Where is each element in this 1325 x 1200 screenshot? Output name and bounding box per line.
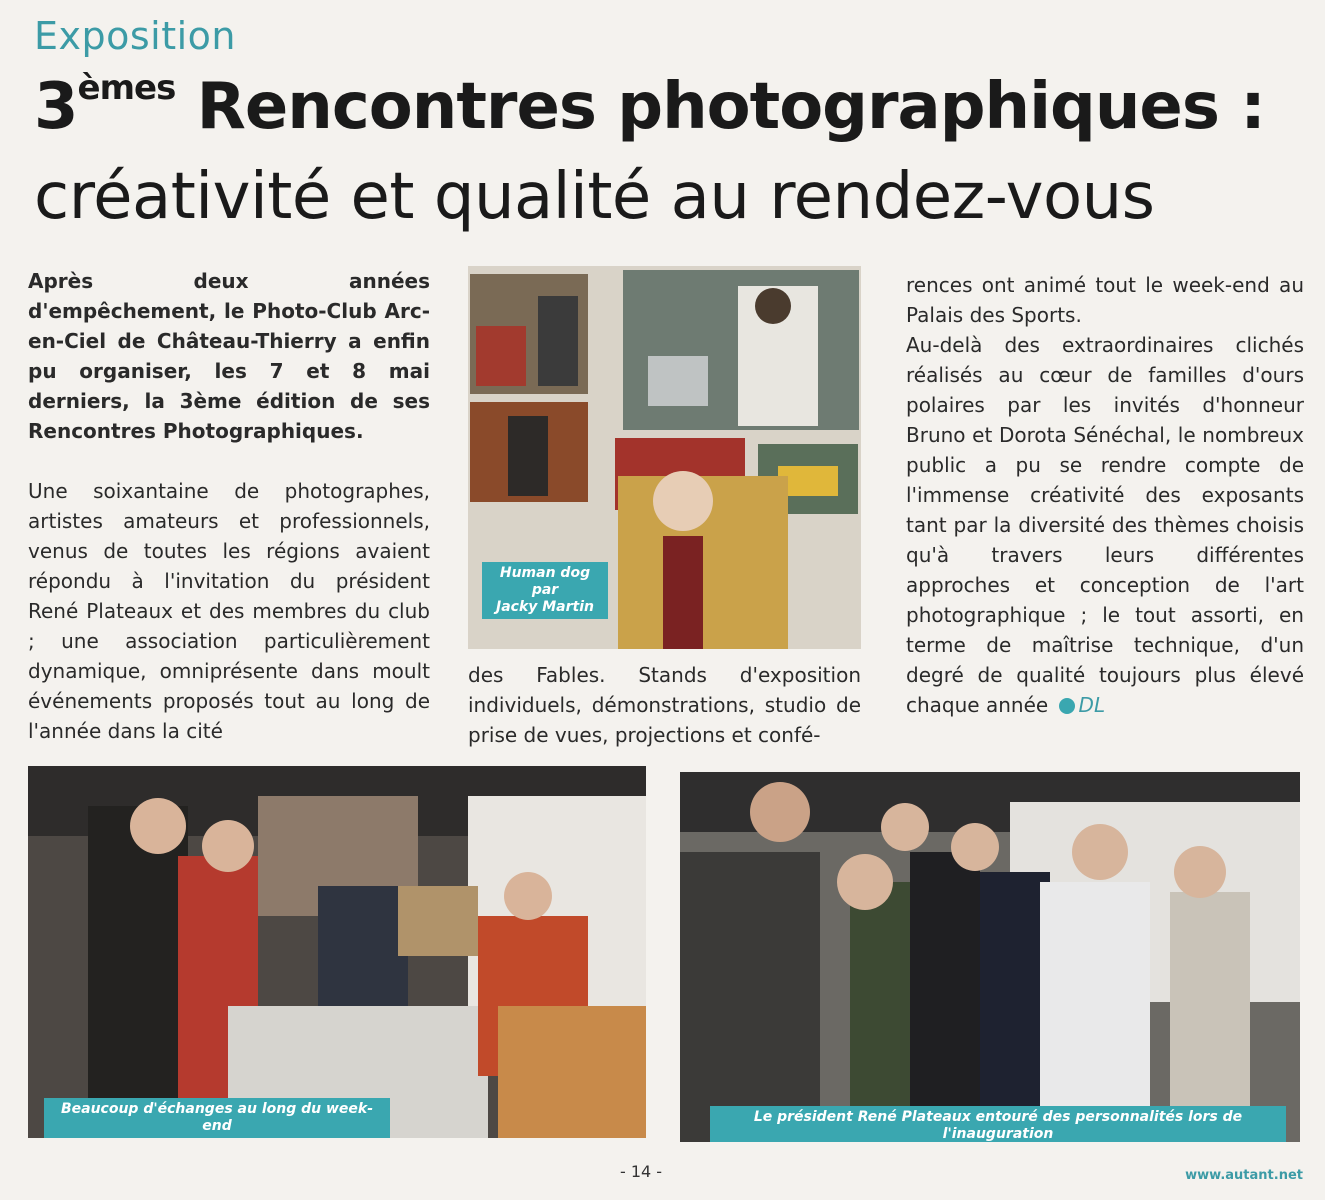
exchanges-photo <box>28 766 646 1138</box>
website-link[interactable]: www.autant.net <box>1185 1168 1303 1183</box>
caption-line-par: par <box>531 582 559 598</box>
inauguration-illustration <box>680 772 1300 1142</box>
exchanges-photo-caption: Beaucoup d'échanges au long du week-end <box>44 1098 390 1138</box>
article-lead: Après deux années d'empêchement, le Photo-Club Arc-en-Ciel de Château-Thierry a enfin pu organiser, les 7 et 8 mai derniers, la 3ème édition de ses Rencontres Photographiques. <box>28 269 430 443</box>
column-3-body-b <box>906 330 1304 720</box>
page-number: - 14 - <box>620 1162 663 1181</box>
end-dot-icon <box>1059 698 1075 714</box>
section-rubric: Exposition <box>34 14 237 58</box>
inauguration-photo <box>680 772 1300 1142</box>
caption-line-title: Human dog <box>499 565 591 581</box>
exhibition-photo-caption <box>482 562 608 619</box>
article-title <box>34 70 1265 144</box>
article-subtitle: créativité et qualité au rendez-vous <box>34 160 1155 234</box>
exhibition-photo <box>468 266 861 649</box>
column-1 <box>28 266 430 746</box>
inauguration-photo-caption: Le président René Plateaux entouré des personnalités lors de l'inauguration <box>710 1106 1286 1142</box>
title-main: Rencontres photographiques : <box>175 70 1265 144</box>
author-signature: DL <box>1078 693 1106 717</box>
column-1-body: Une soixantaine de photographes, artistes amateurs et professionnels, venus de toutes les régions avaient répondu à l'invitation du président René Plateaux et des membres du club ; une association particulièrement dynamique, omniprésente dans moult événements proposés tout au long de l'année dans la cité <box>28 479 430 743</box>
column-2 <box>468 660 861 750</box>
column-3-body-a: rences ont animé tout le week-end au Palais des Sports. <box>906 273 1304 327</box>
exchanges-illustration <box>28 766 646 1138</box>
caption-line-author: Jacky Martin <box>495 599 594 615</box>
title-ordinal-suffix: èmes <box>77 68 176 108</box>
column-2-body: des Fables. Stands d'exposition individuels, démonstrations, studio de prise de vues, projections et confé- <box>468 663 861 747</box>
column-3-body-b-text: Au-delà des extraordinaires clichés réalisés au cœur de familles d'ours polaires par les invités d'honneur Bruno et Dorota Sénéchal, le nombreux public a pu se rendre compte de l'immense créativité des exposants tant par la diversité des thèmes choisis qu'à travers leurs différentes approches et conception de l'art photographique ; le tout assorti, en terme de maîtrise technique, d'un degré de qualité toujours plus élevé chaque année <box>906 333 1304 717</box>
title-ordinal: 3 <box>34 70 78 144</box>
column-3 <box>906 270 1304 720</box>
